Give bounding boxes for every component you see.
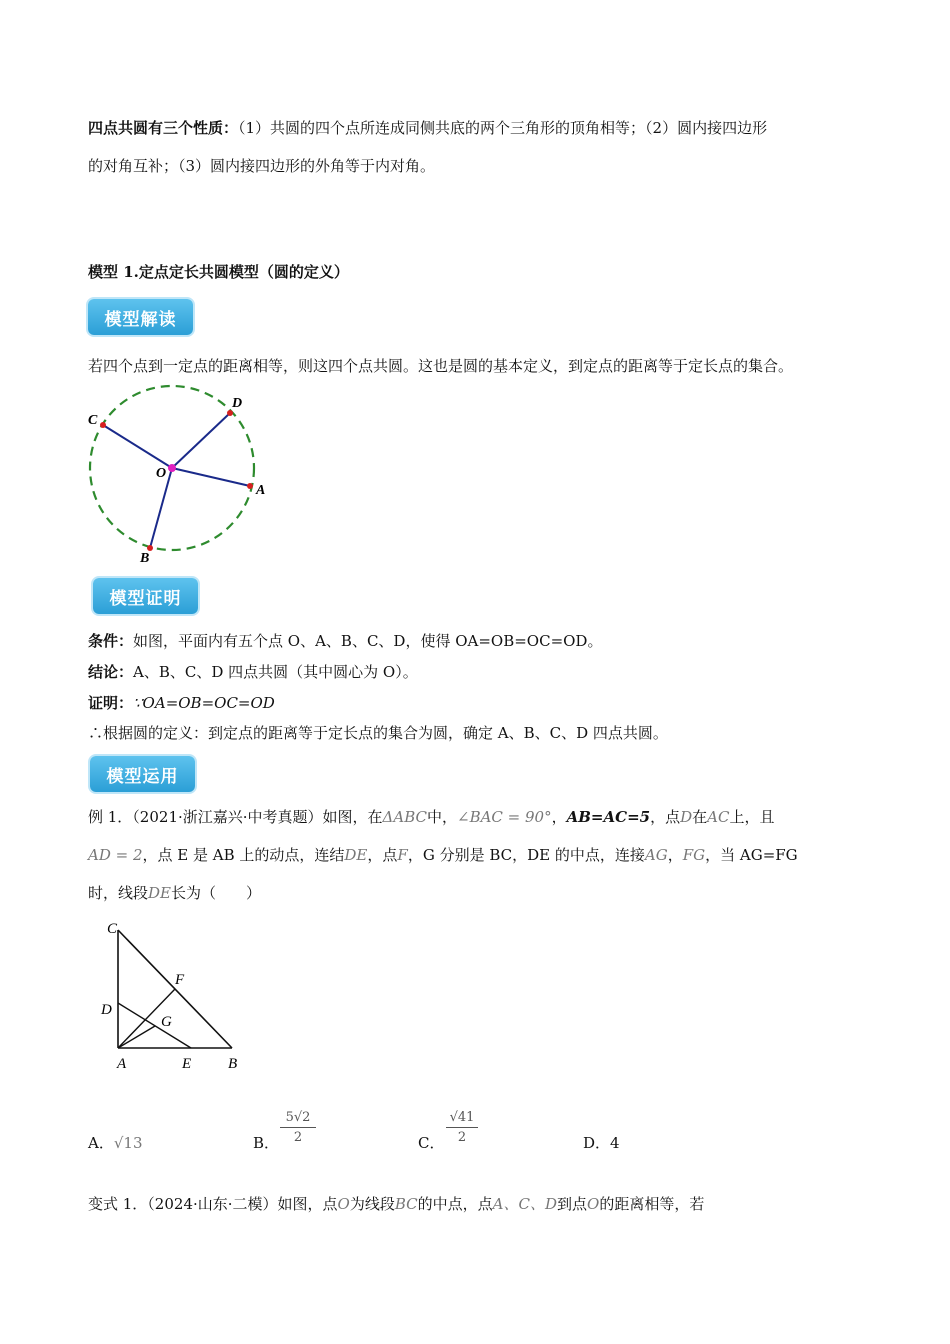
example1-text-g: ，点 E 是 AB 上的动点，连结 xyxy=(142,846,345,864)
variant1-points-acd: A、C、D xyxy=(492,1195,557,1213)
segment-de-symbol: DE xyxy=(344,846,368,864)
example1-text-d: ，点 xyxy=(650,808,681,826)
example1-text-j: ， xyxy=(667,846,683,864)
tri-label-a: A xyxy=(117,1056,127,1072)
tri-label-e: E xyxy=(182,1056,192,1072)
point-d-symbol: D xyxy=(680,808,693,826)
example1-line-3 xyxy=(88,882,261,904)
segment-oa xyxy=(172,468,250,486)
model-heading: 模型 1.定点定长共圆模型（圆的定义） xyxy=(88,263,349,281)
conclusion-text: A、B、C、D 四点共圆（其中圆心为 O）。 xyxy=(133,663,418,681)
variant1-text-c: 的中点，点 xyxy=(417,1195,493,1213)
tri-label-g: G xyxy=(161,1014,172,1030)
proof-statement xyxy=(88,692,275,714)
option-b-numerator: 5√2 xyxy=(285,1110,311,1125)
example1-text-b: 中， xyxy=(426,808,457,826)
option-d-value: 4 xyxy=(610,1134,620,1152)
variant1-point-o: O xyxy=(337,1195,350,1213)
option-c-fraction xyxy=(446,1110,478,1145)
point-c xyxy=(100,422,106,428)
segment-fg-symbol: FG xyxy=(682,846,706,864)
proof-therefore: ∴根据圆的定义：到定点的距离等于定长点的集合为圆，确定 A、B、C、D 四点共圆。 xyxy=(88,724,668,742)
label-a: A xyxy=(256,483,266,498)
proof-condition xyxy=(88,630,602,652)
badge-model-usage: 模型运用 xyxy=(90,756,195,792)
tri-label-c: C xyxy=(107,921,118,937)
point-f-symbol: F xyxy=(397,846,408,864)
label-o: O xyxy=(156,466,167,481)
segment-oc xyxy=(103,425,172,468)
segment-ag-symbol: AG xyxy=(644,846,668,864)
example1-text-e: 在 xyxy=(692,808,708,826)
ab-ac-equal: AB=AC=5 xyxy=(566,808,651,826)
point-o xyxy=(168,464,176,472)
example1-text-i: ，G 分别是 BC，DE 的中点，连接 xyxy=(407,846,645,864)
option-c-numerator: √41 xyxy=(449,1110,475,1125)
example1-text-k: ，当 AG=FG xyxy=(705,846,798,864)
option-d[interactable] xyxy=(583,1132,620,1153)
intro-line-1 xyxy=(88,117,767,139)
triangle-abc-symbol: ΔABC xyxy=(382,808,427,826)
label-b: B xyxy=(140,551,150,566)
variant1-text-a: 变式 1．（2024·山东·二模）如图，点 xyxy=(88,1195,338,1213)
ad-equals-2: AD = 2 xyxy=(88,846,143,864)
variant1-text-b: 为线段 xyxy=(349,1195,395,1213)
label-d: D xyxy=(232,396,243,411)
circle-figure xyxy=(80,382,280,568)
option-c-label[interactable]: C． xyxy=(418,1134,445,1152)
badge-model-interpret: 模型解读 xyxy=(88,299,193,335)
condition-label: 条件： xyxy=(88,632,134,650)
option-d-label: D． xyxy=(583,1134,611,1152)
badge-model-proof: 模型证明 xyxy=(93,578,198,614)
variant1-text-d: 到点 xyxy=(557,1195,588,1213)
option-c-denominator: 2 xyxy=(457,1130,467,1145)
tri-label-d: D xyxy=(101,1002,112,1018)
example1-text-f: 上，且 xyxy=(729,808,775,826)
intro-title: 四点共圆有三个性质： xyxy=(88,119,239,137)
tri-label-f: F xyxy=(175,972,185,988)
tri-label-b: B xyxy=(228,1056,238,1072)
example1-text-l: 时，线段 xyxy=(88,884,149,902)
example1-line-2 xyxy=(88,844,798,866)
variant1-text-e: 的距离相等，若 xyxy=(599,1195,705,1213)
definition-text: 若四个点到一定点的距离相等，则这四个点共圆。这也是圆的基本定义，到定点的距离等于定长点的集合。 xyxy=(88,357,794,375)
proof-text: ∵OA=OB=OC=OD xyxy=(133,694,275,712)
intro-text-1: （1）共圆的四个点所连成同侧共底的两个三角形的顶角相等；（2）圆内接四边形 xyxy=(238,119,768,137)
segment-de-symbol-2: DE xyxy=(148,884,171,902)
variant1-point-o-2: O xyxy=(587,1195,600,1213)
variant1-segment-bc: BC xyxy=(394,1195,418,1213)
intro-line-2: 的对角互补；（3）圆内接四边形的外角等于内对角。 xyxy=(88,157,436,175)
example1-text-c: ， xyxy=(551,808,567,826)
point-a xyxy=(247,483,253,489)
example1-text-a: 例 1．（2021·浙江嘉兴·中考真题）如图，在 xyxy=(88,808,383,826)
triangle-figure xyxy=(95,918,255,1076)
segment-ac-symbol: AC xyxy=(707,808,730,826)
example1-text-h: ，点 xyxy=(367,846,398,864)
conclusion-label: 结论： xyxy=(88,663,134,681)
variant1-line xyxy=(88,1193,704,1215)
label-c: C xyxy=(88,413,98,428)
condition-text: 如图，平面内有五个点 O、A、B、C、D，使得 OA=OB=OC=OD。 xyxy=(133,632,603,650)
proof-conclusion xyxy=(88,661,418,683)
proof-label: 证明： xyxy=(88,694,134,712)
option-b-fraction xyxy=(280,1110,316,1145)
example1-text-m: 长为（ ） xyxy=(171,884,262,902)
option-b-denominator: 2 xyxy=(293,1130,303,1145)
option-a-label: A． xyxy=(88,1134,114,1152)
example1-line-1 xyxy=(88,806,774,828)
option-b-label[interactable]: B． xyxy=(253,1134,280,1152)
angle-bac: ∠BAC = 90° xyxy=(457,808,552,826)
option-a[interactable] xyxy=(88,1132,143,1153)
segment-od xyxy=(172,413,230,468)
option-a-value: √13 xyxy=(113,1134,143,1152)
